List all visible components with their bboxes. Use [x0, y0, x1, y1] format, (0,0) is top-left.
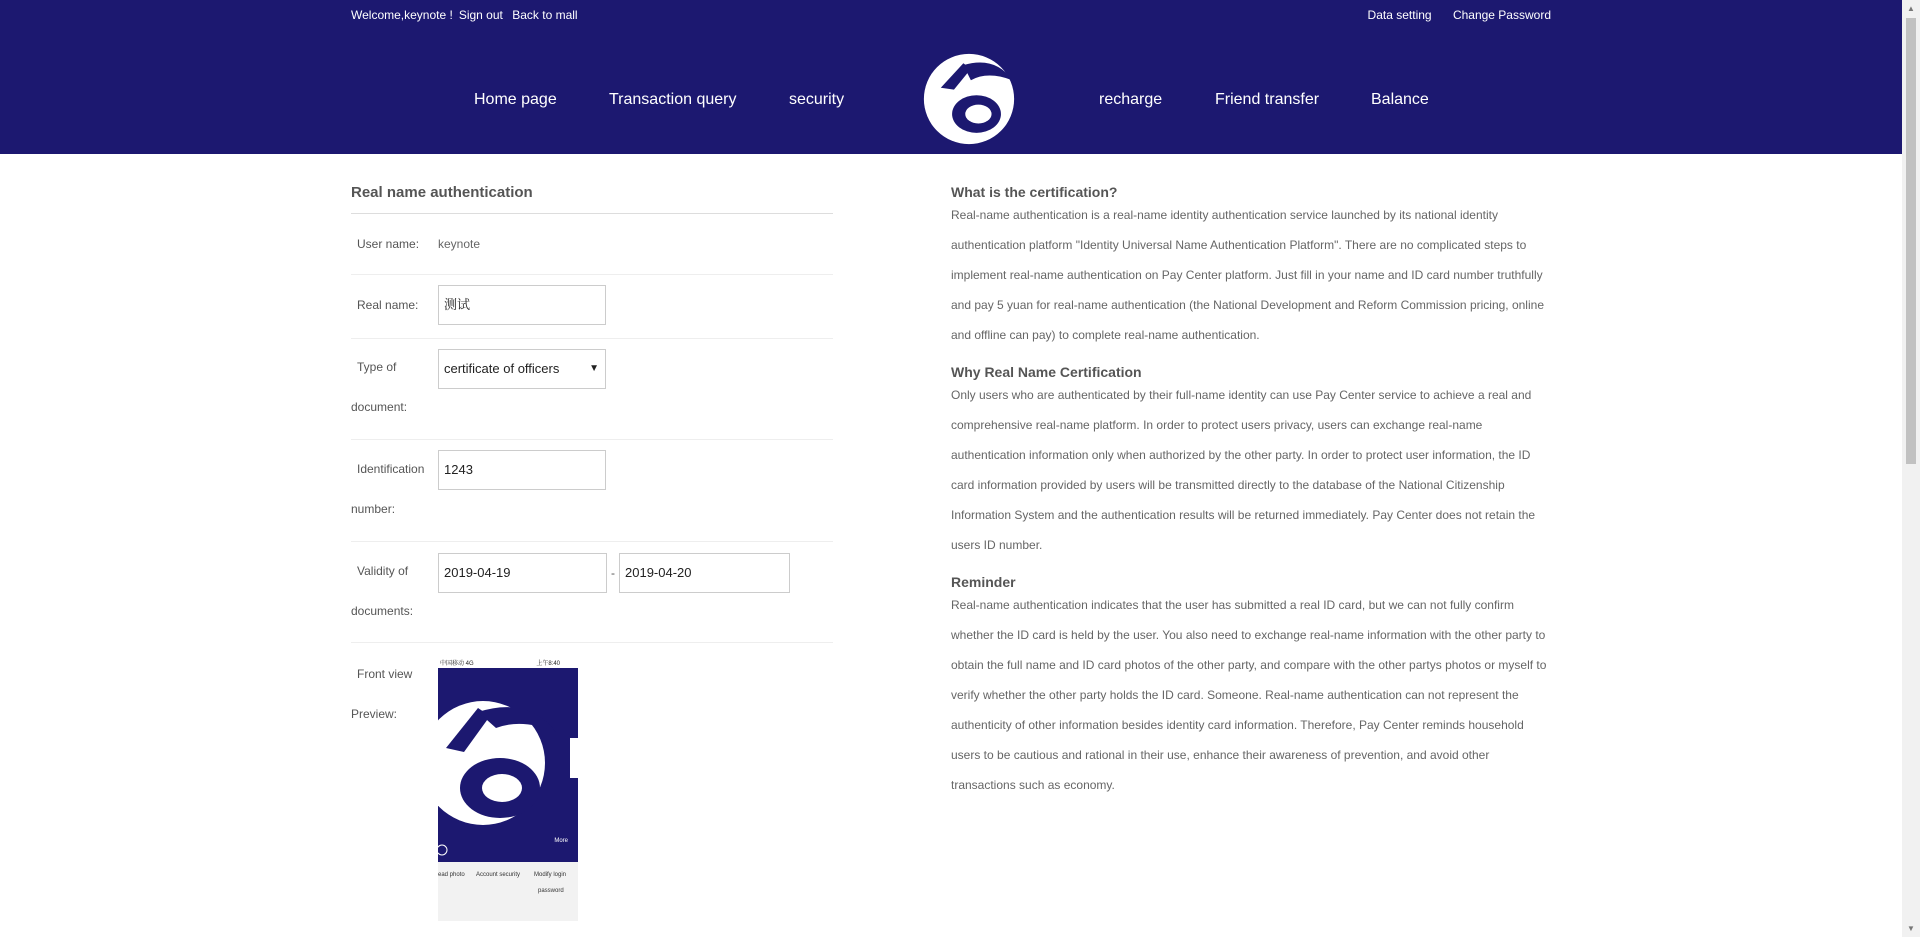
row-user-name: [351, 214, 833, 275]
identification-label-cont: number:: [351, 502, 396, 516]
preview-link-head-photo: ead photo: [438, 872, 465, 878]
nav-home-page[interactable]: Home page: [474, 91, 557, 108]
identification-number-input[interactable]: 1243: [438, 450, 606, 490]
validity-separator: -: [611, 566, 615, 580]
validity-to-input[interactable]: 2019-04-20: [619, 553, 790, 593]
preview-links: [438, 862, 578, 921]
vertical-scrollbar[interactable]: [1902, 0, 1920, 937]
row-validity: [351, 542, 833, 643]
nav-security[interactable]: security: [789, 91, 845, 108]
nav-balance[interactable]: Balance: [1371, 91, 1429, 108]
top-bar-right: [1350, 8, 1551, 22]
dropdown-arrow-icon: ▼: [589, 363, 599, 374]
row-real-name: [351, 275, 833, 339]
info-panel: [951, 154, 1551, 800]
validity-label: Validity of: [357, 564, 409, 578]
info-heading-what: What is the certification?: [951, 184, 1118, 200]
front-view-label: Front view: [357, 667, 413, 681]
row-identification-number: [351, 440, 833, 542]
real-name-form: [351, 154, 833, 933]
user-name-value: keynote: [438, 237, 481, 251]
preview-banner: [438, 668, 578, 862]
change-password-link[interactable]: Change Password: [1452, 8, 1551, 22]
validity-from-input[interactable]: 2019-04-19: [438, 553, 607, 593]
document-type-label-cont: document:: [351, 400, 408, 414]
scroll-up-arrow-icon[interactable]: ▲: [1907, 4, 1915, 13]
welcome-text: Welcome,keynote !: [351, 8, 453, 22]
info-paragraph-what: Real-name authentication is a real-name identity authentication service launched by its national identity authentication platform "Identity Universal Name Authentication Platform". There are no complicated steps to implement real-name authentication on Pay Center platform. Just fill in your name and ID card number truthfully and pay 5 yuan for real-name authentication (the National Development and Reform Commission pricing, online and offline can pay) to complete real-name authentication.: [951, 208, 1544, 342]
nav-recharge[interactable]: recharge: [1099, 91, 1163, 108]
document-type-selected: certificate of officers: [444, 361, 560, 376]
info-heading-why: Why Real Name Certification: [951, 364, 1142, 380]
data-setting-link[interactable]: Data setting: [1367, 8, 1432, 22]
front-view-label-cont: Preview:: [351, 707, 398, 721]
back-to-mall-link[interactable]: Back to mall: [512, 8, 578, 22]
row-front-view: [351, 643, 833, 933]
row-document-type: [351, 339, 833, 440]
real-name-input[interactable]: 测试: [438, 285, 606, 325]
info-heading-reminder: Reminder: [951, 574, 1016, 590]
preview-more-link: More: [554, 838, 568, 844]
real-name-label: Real name:: [357, 298, 419, 312]
sign-out-link[interactable]: Sign out: [458, 8, 503, 22]
preview-status-bar: [438, 657, 578, 668]
preview-time: 上午8:40: [536, 661, 560, 667]
preview-link-password: password: [538, 888, 564, 894]
scrollbar-thumb[interactable]: [1906, 18, 1916, 464]
preview-link-modify-login: Modify login: [534, 872, 567, 878]
info-paragraph-why: Only users who are authenticated by their full-name identity can use Pay Center service to achieve a real and comprehensive real-name platform. In order to protect users privacy, users can exchange real-name authentication information only when authorized by the other party. In order to protect user information, the ID card information provided by users will be transmitted directly to the database of the National Citizenship Information System and the authentication results will be returned immediately. Pay Center does not retain the users ID number.: [951, 388, 1536, 552]
form-title: Real name authentication: [351, 154, 833, 214]
nav-transaction-query[interactable]: Transaction query: [609, 91, 737, 108]
document-type-label: Type of: [357, 360, 397, 374]
main-header: [0, 31, 1902, 154]
document-type-select[interactable]: [438, 349, 606, 389]
preview-carrier: 中国移动 4G: [440, 661, 474, 667]
preview-logo-icon: [438, 668, 578, 862]
identification-label: Identification: [357, 462, 425, 476]
scroll-down-arrow-icon[interactable]: ▼: [1907, 924, 1915, 933]
brand-logo-icon[interactable]: [922, 52, 1016, 146]
top-bar-left: [351, 8, 584, 22]
front-view-preview-image: [438, 657, 578, 921]
nav-friend-transfer[interactable]: Friend transfer: [1215, 91, 1320, 108]
preview-link-account-security: Account security: [476, 872, 521, 878]
validity-label-cont: documents:: [351, 604, 414, 618]
top-bar: [0, 0, 1902, 32]
user-name-label: User name:: [357, 237, 420, 251]
info-paragraph-reminder: Real-name authentication indicates that the user has submitted a real ID card, but we can not fully confirm whether the ID card is held by the user. You also need to exchange real-name information with the other party to obtain the full name and ID card photos of the other party, and compare with the other partys photos or myself to verify whether the other party holds the ID card. Someone. Real-name authentication can not represent the authenticity of other information besides identity card information. Therefore, Pay Center reminds household users to be cautious and rational in their use, enhance their awareness of prevention, and avoid other transactions such as economy.: [951, 598, 1547, 792]
